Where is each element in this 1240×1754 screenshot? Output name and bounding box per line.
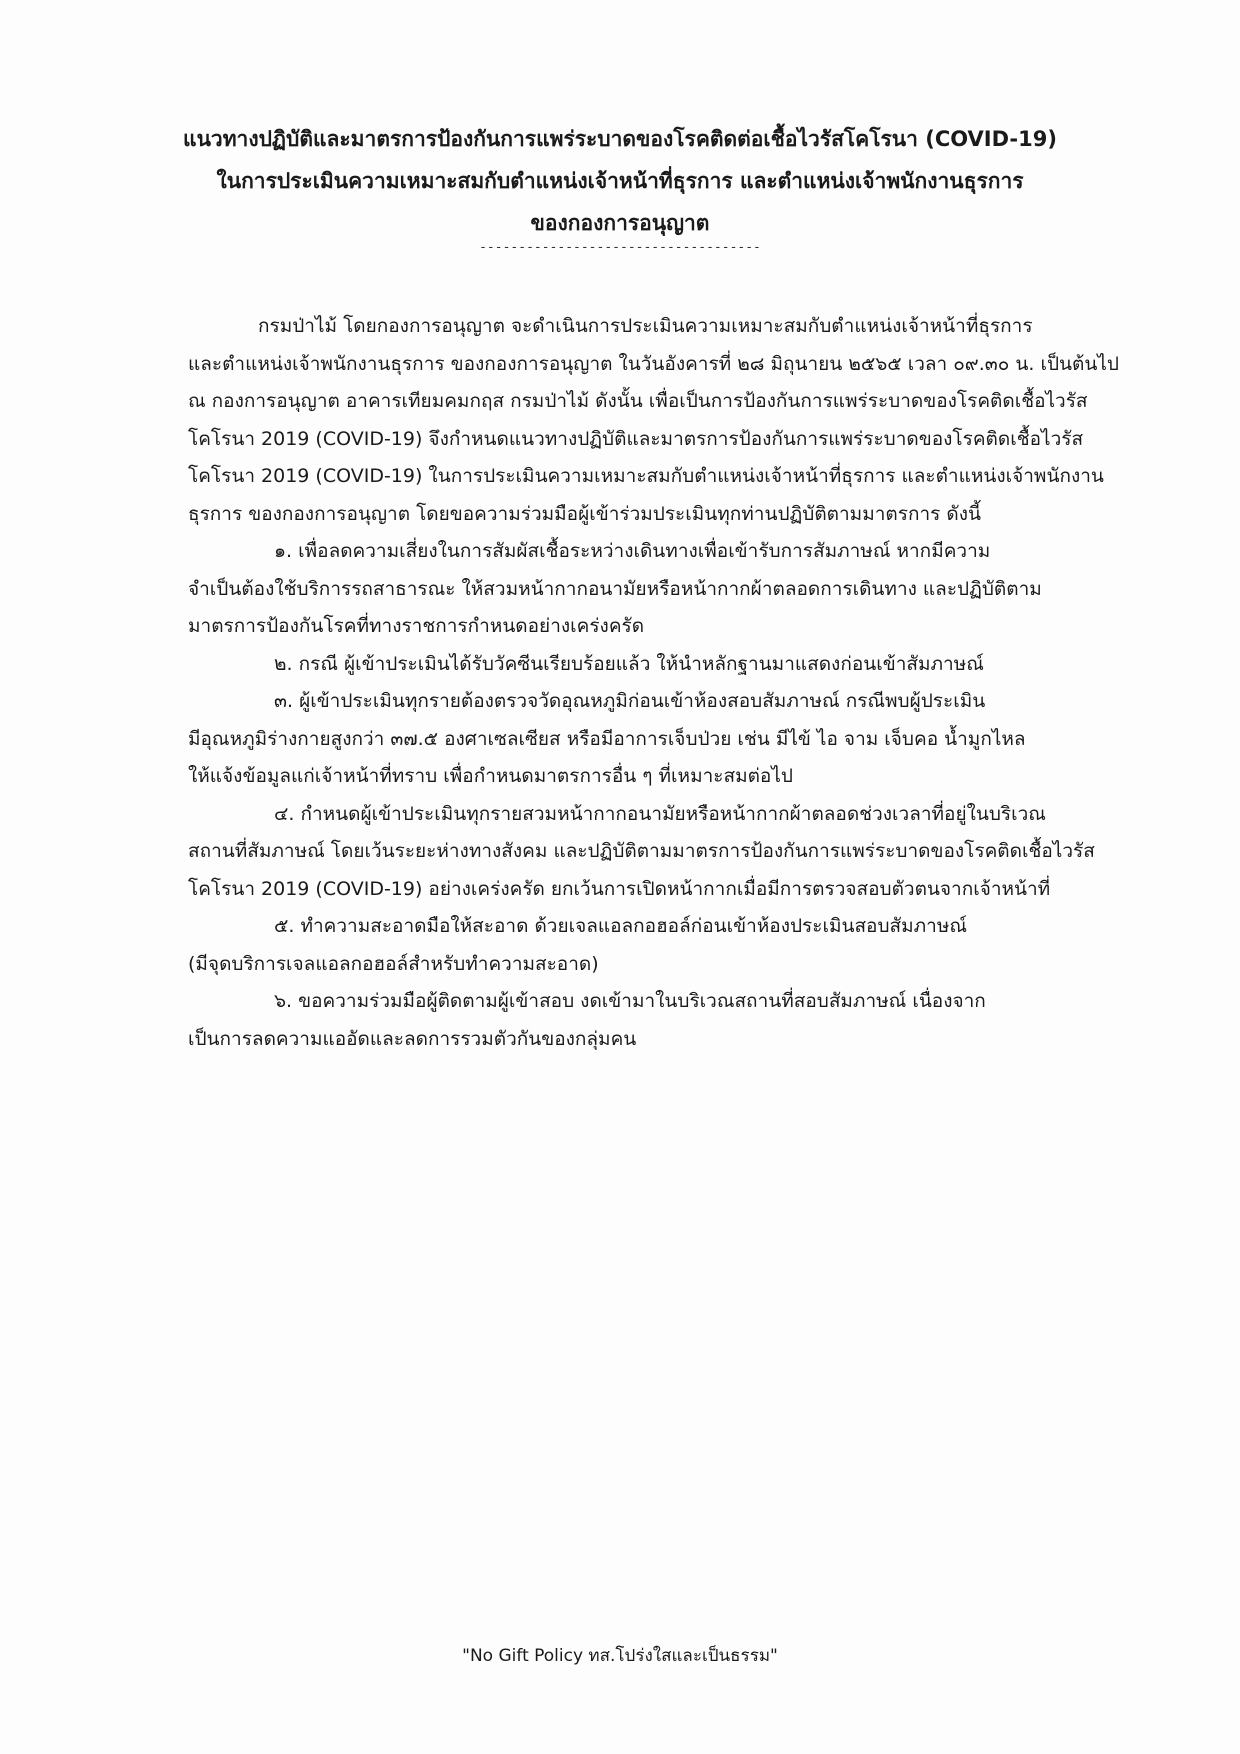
measure-line: ๕. ทำความสะอาดมือให้สะอาด ด้วยเจลแอลกอฮอล์ก่อนเข้าห้องประเมินสอบสัมภาษณ์	[274, 915, 967, 937]
measure-line: มีอุณหภูมิร่างกายสูงกว่า ๓๗.๕ องศาเซลเซียส หรือมีอาการเจ็บป่วย เช่น มีไข้ ไอ จาม เจ็บคอ น้ำมูกไหล	[188, 727, 1026, 750]
intro-line: และตำแหน่งเจ้าพนักงานธุรการ ของกองการอนุญาต ในวันอังคารที่ ๒๘ มิถุนายน ๒๕๖๕ เวลา ๐๙.๓๐ น. เป็นต้นไป	[188, 352, 1119, 375]
measure-line: ให้แจ้งข้อมูลแก่เจ้าหน้าที่ทราบ เพื่อกำหนดมาตรการอื่น ๆ ที่เหมาะสมต่อไป	[188, 765, 793, 787]
document-title	[120, 118, 1120, 244]
title-line-2: ในการประเมินความเหมาะสมกับตำแหน่งเจ้าหน้าที่ธุรการ และตำแหน่งเจ้าพนักงานธุรการ	[216, 169, 1024, 193]
measure-item-6	[188, 983, 1128, 1058]
title-line-1: แนวทางปฏิบัติและมาตรการป้องกันการแพร่ระบาดของโรคติดต่อเชื้อไวรัสโคโรนา (COVID-19)	[183, 127, 1057, 151]
measure-line: ๔. กำหนดผู้เข้าประเมินทุกรายสวมหน้ากากอนามัยหรือหน้ากากผ้าตลอดช่วงเวลาที่อยู่ในบริเวณ	[274, 802, 1046, 825]
title-line-3: ของกองการอนุญาต	[530, 211, 710, 235]
intro-paragraph	[188, 308, 1128, 533]
measure-item-4	[188, 796, 1128, 909]
measure-line: ๒. กรณี ผู้เข้าประเมินได้รับวัคซีนเรียบร้อยแล้ว ให้นำหลักฐานมาแสดงก่อนเข้าสัมภาษณ์	[274, 652, 984, 675]
measure-line: (มีจุดบริการเจลแอลกอฮอล์สำหรับทำความสะอาด)	[188, 952, 599, 975]
document-body	[188, 308, 1128, 1058]
intro-line: โคโรนา 2019 (COVID-19) จึงกำหนดแนวทางปฏิบัติและมาตรการป้องกันการแพร่ระบาดของโรคติดเชื้อไวรัส	[188, 427, 1084, 450]
measure-line: ๓. ผู้เข้าประเมินทุกรายต้องตรวจวัดอุณหภูมิก่อนเข้าห้องสอบสัมภาษณ์ กรณีพบผู้ประเมิน	[274, 690, 986, 712]
footer-slogan: "No Gift Policy ทส.โปร่งใสและเป็นธรรม"	[462, 1646, 778, 1666]
measure-item-5	[188, 908, 1128, 983]
intro-line: โคโรนา 2019 (COVID-19) ในการประเมินความเหมาะสมกับตำแหน่งเจ้าหน้าที่ธุรการ และตำแหน่งเจ้าพนักงาน	[188, 465, 1104, 487]
measure-item-1	[188, 533, 1128, 646]
intro-line: กรมป่าไม้ โดยกองการอนุญาต จะดำเนินการประเมินความเหมาะสมกับตำแหน่งเจ้าหน้าที่ธุรการ	[258, 315, 1033, 337]
measure-line: โคโรนา 2019 (COVID-19) อย่างเคร่งครัด ยกเว้นการเปิดหน้ากากเมื่อมีการตรวจสอบตัวตนจากเจ้าหน้าที่	[188, 877, 1051, 900]
measure-line: มาตรการป้องกันโรคที่ทางราชการกำหนดอย่างเคร่งครัด	[188, 615, 645, 637]
intro-line: ธุรการ ของกองการอนุญาต โดยขอความร่วมมือผู้เข้าร่วมประเมินทุกท่านปฏิบัติตามมาตรการ ดังนี้	[188, 502, 981, 525]
measure-line: เป็นการลดความแออัดและลดการรวมตัวกันของกลุ่มคน	[188, 1027, 637, 1050]
measure-item-2	[188, 646, 1128, 684]
title-divider: ------------------------------------	[479, 240, 761, 255]
measure-item-3	[188, 683, 1128, 796]
measure-line: ๖. ขอความร่วมมือผู้ติดตามผู้เข้าสอบ งดเข้ามาในบริเวณสถานที่สอบสัมภาษณ์ เนื่องจาก	[274, 990, 986, 1012]
measure-line: ๑. เพื่อลดความเสี่ยงในการสัมผัสเชื้อระหว่างเดินทางเพื่อเข้ารับการสัมภาษณ์ หากมีความ	[274, 540, 991, 562]
measure-line: สถานที่สัมภาษณ์ โดยเว้นระยะห่างทางสังคม และปฏิบัติตามมาตรการป้องกันการแพร่ระบาดของโรคติดเชื้อไวรัส	[188, 840, 1095, 862]
intro-line: ณ กองการอนุญาต อาคารเทียมคมกฤส กรมป่าไม้ ดังนั้น เพื่อเป็นการป้องกันการแพร่ระบาดของโรคติดเชื้อไวรัส	[188, 390, 1088, 412]
measure-line: จำเป็นต้องใช้บริการรถสาธารณะ ให้สวมหน้ากากอนามัยหรือหน้ากากผ้าตลอดการเดินทาง และปฏิบัติตาม	[188, 577, 1042, 600]
